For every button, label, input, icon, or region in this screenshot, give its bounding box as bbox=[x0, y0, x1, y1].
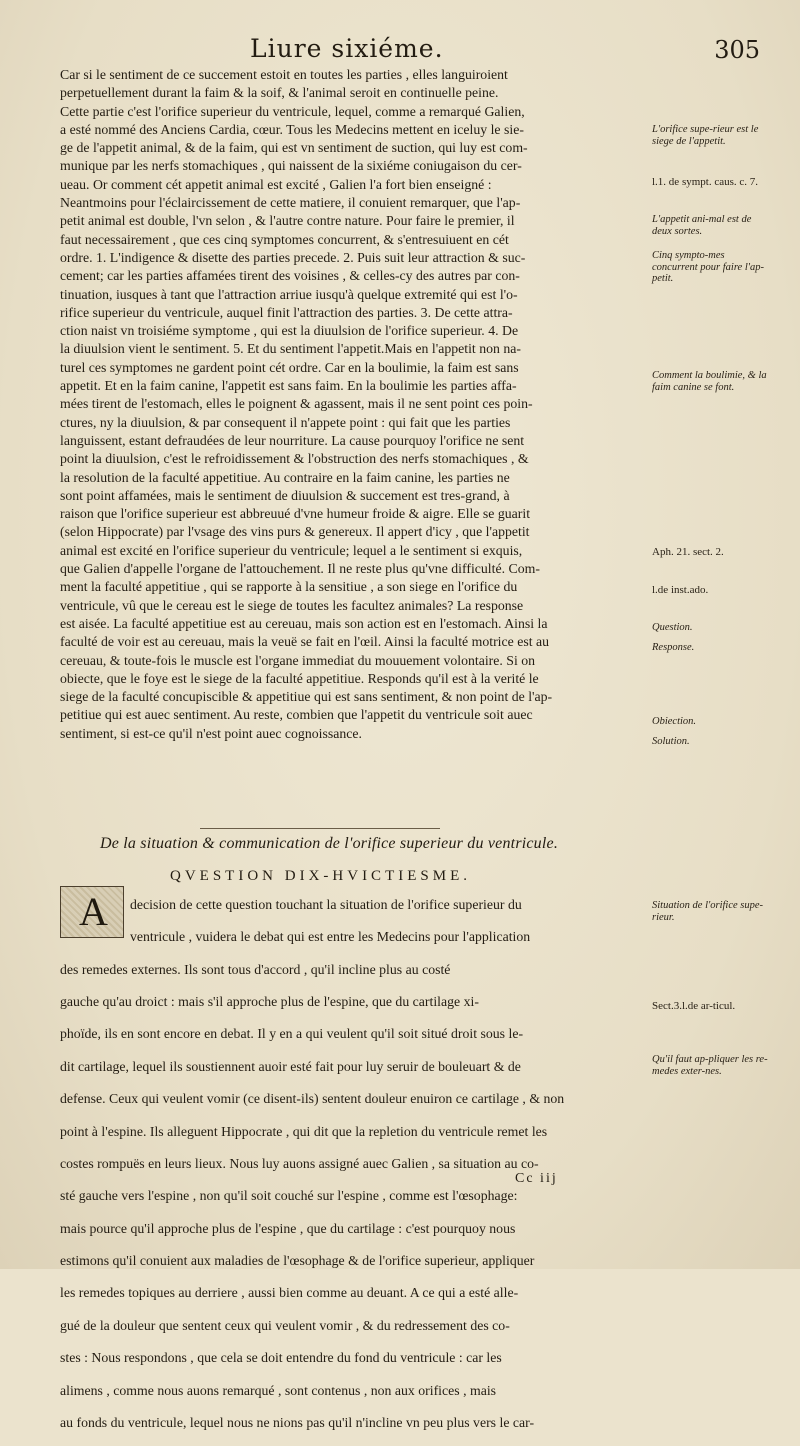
text-line: dit cartilage, lequel ils soustiennent auoir esté fait pour luy seruir de bouleuart & de bbox=[60, 1058, 521, 1074]
text-line: petit animal est double, l'vn selon , & l'autre contre nature. Pour faire le premier, il bbox=[60, 213, 515, 229]
text-line: faculté de voir est au cereuau, mais la veuë se fait en l'œil. Ainsi la faculté motrice est au bbox=[60, 634, 550, 650]
text-line: languissent, estant defraudées de leur nourriture. La cause pourquoy l'orifice ne sent bbox=[60, 432, 525, 448]
text-line: siege de la faculté concupiscible & appetitiue qui est sans sentiment, & non point de l'ap- bbox=[60, 689, 553, 705]
margin-note: Situation de l'orifice supe-rieur. bbox=[652, 900, 764, 923]
text-line: estimons qu'il conuient aux maladies de l'œsophage & de l'orifice superieur, appliquer bbox=[60, 1253, 535, 1269]
margin-reference: Sect.3.l.de ar-ticul. bbox=[652, 1000, 736, 1012]
text-line: mées tirent de l'estomach, elles le poignent & agassent, mais il ne sent point ces poin- bbox=[60, 396, 533, 412]
text-line: Neantmoins pour l'éclaircissement de cette matiere, il conuient remarquer, que l'ap- bbox=[60, 195, 521, 211]
margin-reference: l.de inst.ado. bbox=[652, 584, 709, 596]
question-text-block bbox=[60, 882, 640, 1446]
text-line: defense. Ceux qui veulent vomir (ce disent-ils) sentent douleur enuiron ce cartilage , & non bbox=[60, 1091, 565, 1107]
text-line: ueau. Or comment cét appetit animal est excité , Galien l'a fort bien enseigné : bbox=[60, 176, 492, 192]
text-line: ment la faculté appetitiue , qui se rapporte à la sensitiue , a son siege en l'orifice du bbox=[60, 579, 518, 595]
text-line: costes rompuës en leurs lieux. Nous luy auons assigné auec Galien , sa situation au co- bbox=[60, 1155, 539, 1171]
margin-note: Question. bbox=[652, 622, 693, 633]
text-line: rifice superieur du ventricule, auquel finit l'attraction des parties. 3. De cette attra- bbox=[60, 304, 513, 320]
text-line: perpetuellement durant la faim & la soif, & l'animal seroit en continuelle peine. bbox=[60, 85, 499, 101]
margin-reference: Aph. 21. sect. 2. bbox=[652, 546, 724, 558]
margin-reference: l.1. de sympt. caus. c. 7. bbox=[652, 176, 759, 188]
margin-note: Comment la boulimie, & la faim canine se font. bbox=[652, 370, 767, 393]
text-line: animal est excité en l'orifice superieur du ventricule; lequel a le sentiment si exquis, bbox=[60, 542, 523, 558]
signature-mark: Cc iij bbox=[515, 1171, 558, 1186]
main-text-block bbox=[60, 66, 640, 743]
text-line: decision de cette question touchant la situation de l'orifice superieur du bbox=[130, 896, 522, 912]
text-line: ge de l'appetit animal, & de la faim, qui est vn sentiment de suction, qui luy est com- bbox=[60, 140, 528, 156]
text-line: au fonds du ventricule, lequel nous ne nions pas qu'il n'incline vn peu plus vers le car- bbox=[60, 1415, 535, 1431]
margin-note: L'orifice supe-rieur est le siege de l'appetit. bbox=[652, 124, 759, 147]
text-line: mais pource qu'il approche plus de l'espine , que du cartilage : c'est pourquoy nous bbox=[60, 1220, 516, 1236]
text-line: faut necessairement , que ces cinq symptomes concurrent, & s'entresuiuent en cét bbox=[60, 231, 509, 247]
text-line: stes : Nous respondons , que cela se doit entendre du fond du ventricule : car les bbox=[60, 1350, 502, 1366]
running-title: Liure sixiéme. bbox=[250, 34, 444, 63]
ornamental-dropcap bbox=[60, 886, 124, 938]
text-line: cereuau, & toute-fois le muscle est l'organe immediat du mouuement volontaire. Si on bbox=[60, 652, 536, 668]
text-line: ordre. 1. L'indigence & disette des parties precede. 2. Puis suit leur attraction & suc- bbox=[60, 249, 526, 265]
text-line: sentiment, si est-ce qu'il n'est point auec cognoissance. bbox=[60, 725, 362, 741]
page-header bbox=[60, 34, 760, 68]
text-line: appetit. Et en la faim canine, l'appetit est sans faim. En la boulimie les parties affa- bbox=[60, 378, 517, 394]
text-line: point la diuulsion, c'est le refroidissement & l'obstruction des nerfs stomachiques , & bbox=[60, 451, 529, 467]
text-line: ction naist vn troisiéme symptome , qui est la diuulsion de l'orifice superieur. 4. De bbox=[60, 323, 519, 339]
text-line: petitiue qui est auec sentiment. Au reste, combien que l'appetit du ventricule soit auec bbox=[60, 707, 533, 723]
text-line: (selon Hippocrate) par l'vsage des vins purs & genereux. Il appert d'icy , que l'appetit bbox=[60, 524, 530, 540]
text-line: les remedes topiques au derriere , aussi bien comme au deuant. A ce qui a esté alle- bbox=[60, 1285, 519, 1301]
text-line: ventricule, vû que le cereau est le siege de toutes les facultez animales? La response bbox=[60, 597, 524, 613]
section-title: De la situation & communication de l'orifice superieur du ventricule. bbox=[100, 835, 559, 852]
margin-note: Solution. bbox=[652, 736, 690, 747]
margin-note: Response. bbox=[652, 642, 695, 653]
margin-note: L'appetit ani-mal est de deux sortes. bbox=[652, 214, 752, 237]
text-line: turel ces symptomes ne gardent point cét ordre. Car en la boulimie, la faim est sans bbox=[60, 359, 519, 375]
text-line: raison que l'orifice superieur est abbreuué d'vne humeur froide & aigre. Elle se guarit bbox=[60, 506, 531, 522]
text-line: a esté nommé des Anciens Cardia, cœur. Tous les Medecins mettent en iceluy le sie- bbox=[60, 121, 524, 137]
text-line: obiecte, que le foye est le siege de la faculté appetitiue. Responds qu'il est à la verité le bbox=[60, 670, 539, 686]
text-line: ctures, ny la diuulsion, & par consequent il n'appete point : qui fait que les parties bbox=[60, 414, 511, 430]
text-line: la resolution de la faculté appetitiue. Au contraire en la faim canine, les parties ne bbox=[60, 469, 510, 485]
margin-note: Qu'il faut ap-pliquer les re-medes exter-nes. bbox=[652, 1054, 768, 1077]
text-line: gué de la douleur que sentent ceux qui veulent vomir , & du redressement des co- bbox=[60, 1317, 510, 1333]
text-line: sté gauche vers l'espine , non qu'il soit couché sur l'espine , comme est l'œsophage: bbox=[60, 1188, 518, 1204]
text-line: gauche qu'au droict : mais s'il approche plus de l'espine, que du cartilage xi- bbox=[60, 993, 479, 1009]
dropcap-letter: A bbox=[79, 889, 108, 934]
text-line: que Galien d'appelle l'organe de l'attouchement. Il ne reste plus qu'vne difficulté. Com- bbox=[60, 561, 540, 577]
text-line: alimens , comme nous auons remarqué , sont contenus , non aux orifices , mais bbox=[60, 1382, 497, 1398]
text-line: ventricule , vuidera le debat qui est entre les Medecins pour l'application bbox=[130, 929, 531, 945]
text-line: sont point affamées, mais le sentiment de diuulsion & succement est tres-grand, à bbox=[60, 487, 510, 503]
text-line: Car si le sentiment de ce succement estoit en toutes les parties , elles languiroient bbox=[60, 67, 508, 82]
text-line: est aisée. La faculté appetitiue est au cereuau, mais son action est en l'estomach. Ainsi la bbox=[60, 615, 548, 631]
text-line: phoïde, ils en sont encore en debat. Il y en a qui veulent qu'il soit situé droit sous le- bbox=[60, 1026, 524, 1042]
page-number: 305 bbox=[714, 36, 760, 64]
text-line: munique par les nerfs stomachiques , qui naissent de la sixiéme coniugaison du cer- bbox=[60, 158, 522, 174]
text-line: Cette partie c'est l'orifice superieur du ventricule, lequel, comme a remarqué Galien, bbox=[60, 103, 525, 119]
text-line: des remedes externes. Ils sont tous d'accord , qu'il incline plus au costé bbox=[60, 961, 451, 977]
margin-note: Obiection. bbox=[652, 716, 697, 727]
margin-note: Cinq sympto-mes concurrent pour faire l'ap-petit. bbox=[652, 250, 764, 284]
text-line: cement; car les parties affamées tirent des voisines , & celles-cy des autres par con- bbox=[60, 268, 520, 284]
text-line: la diuulsion vient le sentiment. 5. Et du sentiment l'appetit.Mais en l'appetit non na- bbox=[60, 341, 521, 357]
text-line: tinuation, iusques à tant que l'attraction arriue iusqu'à quelque extremité qui est l'o- bbox=[60, 286, 518, 302]
question-heading: QVESTION DIX-HVICTIESME. bbox=[170, 868, 471, 884]
section-divider bbox=[200, 828, 440, 830]
text-line: point à l'espine. Ils alleguent Hippocrate , qui dit que la repletion du ventricule remet les bbox=[60, 1123, 548, 1139]
